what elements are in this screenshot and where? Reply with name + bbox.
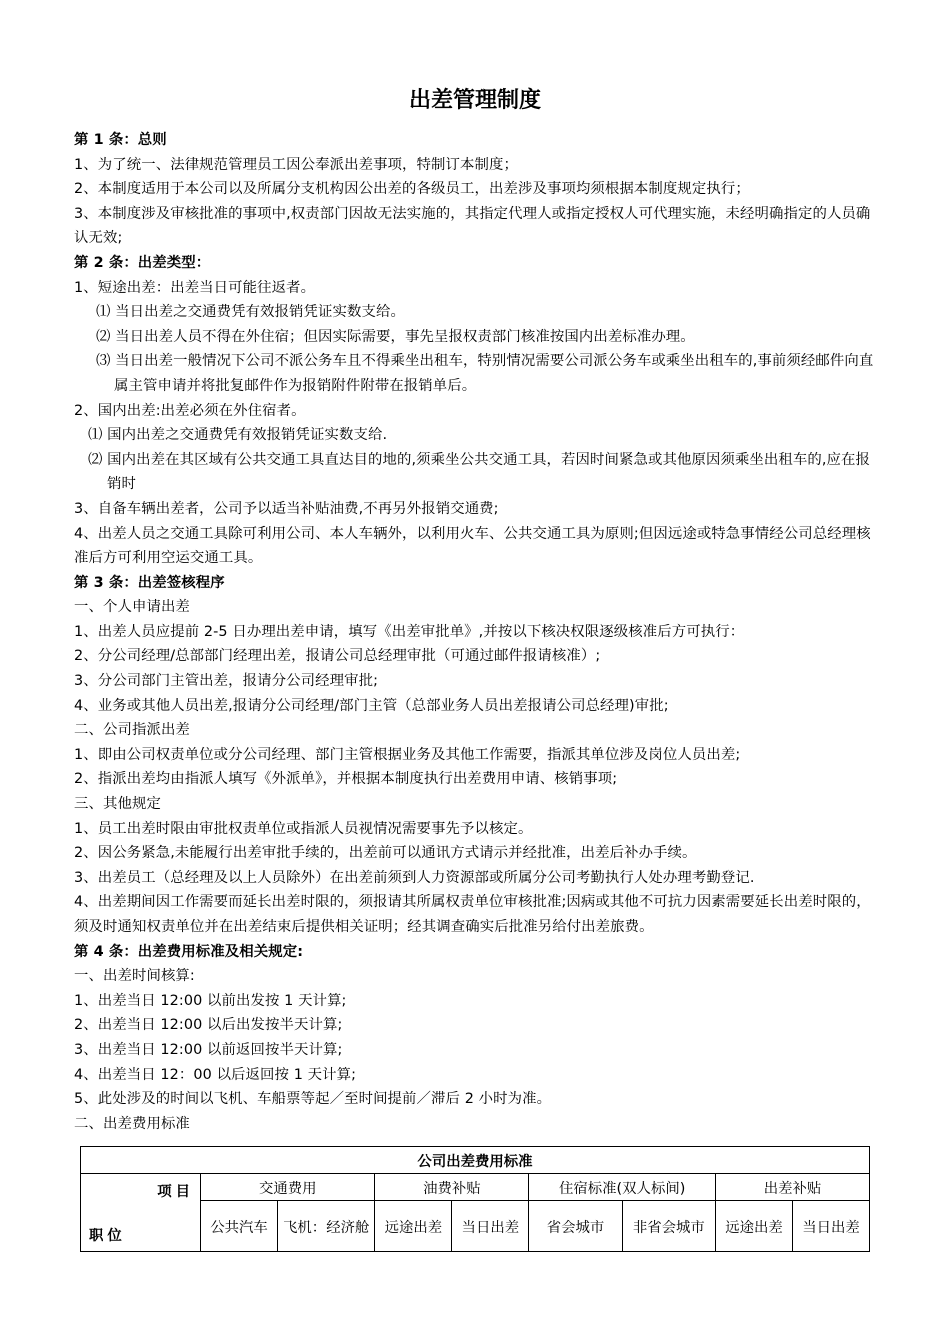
paragraph-line: 一、出差时间核算:	[74, 968, 195, 985]
group-header: 油费补贴	[375, 1174, 529, 1201]
paragraph-line: 2、出差当日 12:00 以后出发按半天计算;	[74, 1017, 343, 1034]
paragraph-line: 5、此处涉及的时间以飞机、车船票等起／至时间提前／滞后 2 小时为准。	[74, 1091, 552, 1108]
sub-header: 当日出差	[452, 1201, 529, 1252]
section-heading: 第 2 条：出差类型：	[74, 254, 211, 271]
sub-header: 当日出差	[792, 1201, 869, 1252]
sub-header: 省会城市	[529, 1201, 622, 1252]
paragraph-line: 二、出差费用标准	[74, 1115, 190, 1132]
group-header: 交通费用	[201, 1174, 375, 1201]
paragraph-line: 2、因公务紧急,未能履行出差审批手续的，出差前可以通讯方式请示并经批准，出差后补办手续。	[74, 845, 697, 862]
paragraph-line: 1、员工出差时限由审批权责单位或指派人员视情况需要事先予以核定。	[74, 820, 533, 837]
paragraph-line: ⑴ 国内出差之交通费凭有效报销凭证实数支给.	[88, 427, 388, 444]
paragraph-line: 2、指派出差均由指派人填写《外派单》，并根据本制度执行出差费用申请、核销事项;	[74, 771, 618, 788]
paragraph-line: 2、国内出差:出差必须在外住宿者。	[74, 402, 306, 419]
section-heading: 第 1 条：总则	[74, 132, 167, 148]
paragraph-line: 1、出差当日 12:00 以前出发按 1 天计算;	[74, 992, 347, 1009]
sub-header: 远途出差	[716, 1201, 793, 1252]
sub-header: 非省会城市	[622, 1201, 715, 1252]
table-caption: 公司出差费用标准	[81, 1147, 870, 1174]
paragraph-line: 三、其他规定	[74, 796, 161, 813]
group-header: 住宿标准(双人标间)	[529, 1174, 716, 1201]
document-title: 出差管理制度	[408, 88, 541, 113]
paragraph-line: 3、出差当日 12:00 以前返回按半天计算;	[74, 1041, 343, 1058]
sub-header: 飞机：经济舱	[277, 1201, 374, 1252]
paragraph-line: ⑴ 当日出差之交通费凭有效报销凭证实数支给。	[96, 304, 405, 321]
expense-standard-table	[80, 1146, 870, 1252]
paragraph-line: 1、为了统一、法律规范管理员工因公奉派出差事项，特制订本制度；	[74, 156, 518, 173]
table-caption-row	[81, 1147, 870, 1174]
paragraph-line: 1、即由公司权责单位或分公司经理、部门主管根据业务及其他工作需要，指派其单位涉及岗位人员出差;	[74, 746, 741, 763]
corner-position-label: 职位	[89, 1228, 126, 1244]
paragraph-line: 3、分公司部门主管出差，报请分公司经理审批;	[74, 673, 379, 690]
table-corner-cell	[81, 1174, 201, 1252]
section-heading: 第 4 条：出差费用标准及相关规定:	[74, 943, 304, 960]
paragraph-line: 3、本制度涉及审核批准的事项中,权责部门因故无法实施的，其指定代理人或指定授权人可代理实施，未经明确指定的人员确认无效;	[74, 205, 871, 247]
paragraph-line: 4、出差当日 12：00 以后返回按 1 天计算;	[74, 1066, 357, 1083]
group-header: 出差补贴	[716, 1174, 870, 1201]
section-heading: 第 3 条：出差签核程序	[74, 574, 225, 591]
document-body	[74, 128, 880, 1136]
paragraph-line: 二、公司指派出差	[74, 722, 190, 739]
paragraph-line: 3、出差员工（总经理及以上人员除外）在出差前须到人力资源部或所属分公司考勤执行人处办理考勤登记.	[74, 869, 755, 886]
paragraph-line: 4、出差期间因工作需要而延长出差时限的，须报请其所属权责单位审核批准;因病或其他不可抗力因素需要延长出差时限的，须及时通知权责单位并在出差结束后提供相关证明；经其调查确实后批准另给付出差旅费。	[74, 894, 871, 935]
paragraph-line: ⑶ 当日出差一般情况下公司不派公务车且不得乘坐出租车，特别情况需要公司派公务车或乘坐出租车的,事前须经邮件向直属主管申请并将批复邮件作为报销附件附带在报销单后。	[96, 353, 874, 394]
paragraph-line: 1、短途出差：出差当日可能往返者。	[74, 279, 316, 296]
paragraph-line: 4、出差人员之交通工具除可利用公司、本人车辆外，以利用火车、公共交通工具为原则;但因远途或特急事情经公司总经理核准后方可利用空运交通工具。	[74, 525, 871, 567]
paragraph-line: 4、业务或其他人员出差,报请分公司经理/部门主管（总部业务人员出差报请公司总经理)审批;	[74, 697, 669, 714]
paragraph-line: 3、自备车辆出差者，公司予以适当补贴油费,不再另外报销交通费;	[74, 500, 499, 517]
paragraph-line: 2、分公司经理/总部部门经理出差，报请公司总经理审批（可通过邮件报请核准）;	[74, 648, 601, 665]
paragraph-line: 2、本制度适用于本公司以及所属分支机构因公出差的各级员工，出差涉及事项均须根据本制度规定执行；	[74, 181, 750, 198]
corner-item-label: 项目	[157, 1184, 195, 1200]
sub-header: 公共汽车	[201, 1201, 278, 1252]
paragraph-line: ⑵ 当日出差人员不得在外住宿；但因实际需要，事先呈报权责部门核准按国内出差标准办理。	[96, 328, 695, 345]
paragraph-line: 一、个人申请出差	[74, 599, 190, 616]
table-group-row	[81, 1174, 870, 1201]
sub-header: 远途出差	[375, 1201, 452, 1252]
paragraph-line: ⑵ 国内出差在其区域有公共交通工具直达目的地的,须乘坐公共交通工具，若因时间紧急或其他原因须乘坐出租车的,应在报销时	[88, 451, 871, 493]
paragraph-line: 1、出差人员应提前 2-5 日办理出差申请，填写《出差审批单》,并按以下核决权限逐级核准后方可执行：	[74, 623, 745, 640]
